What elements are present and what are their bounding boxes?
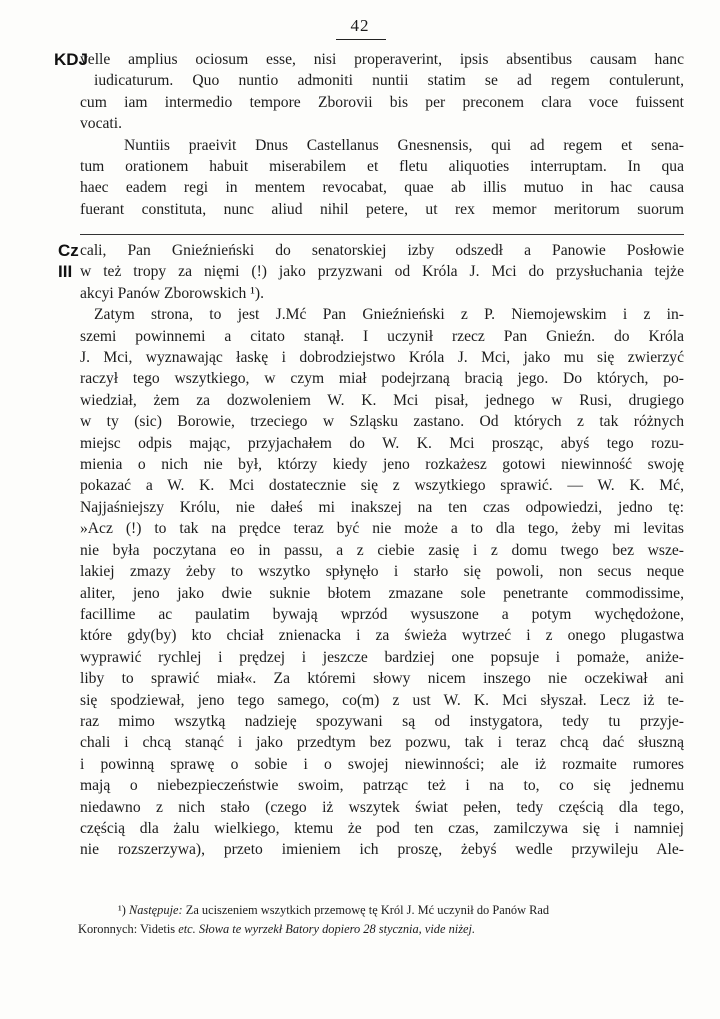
latin-line: fuerant constituta, nunc aliud nihil petere, ut rex memor meritorum suorum: [80, 200, 684, 218]
polish-line: raz mimo wszytką nadzieję spozywani są od instygatora, tedy tu przyje-: [80, 712, 684, 730]
polish-line: nie rozszerzywa), przeto imieniem ich proszę, żebyś wedle przywileju Ale-: [80, 841, 684, 859]
section-divider: [80, 234, 684, 235]
polish-line: J. Mci, wyznawając łaskę i dobrodziejstwo Króla J. Mci, jako mu się zwierzyć: [80, 349, 684, 367]
polish-line: »Acz (!) to tak na prędce teraz być nie może a to dla tego, żeby mi levitas: [80, 520, 684, 538]
page-number: 42: [350, 16, 370, 35]
footnote-marker: ¹): [118, 903, 126, 917]
polish-line: i powinną sprawę o sobie i o swojej niewinności; ale iż rozmaite rumores: [80, 755, 684, 773]
polish-line: akcyi Panów Zborowskich ¹).: [80, 284, 264, 302]
polish-line: Najjaśniejszy Królu, nie dałeś mi inakszej na ten czas odpowiedzi, jedno tę:: [80, 498, 684, 516]
margin-label-cz-iii: [58, 240, 79, 283]
polish-line: cali, Pan Gnieźnieński do senatorskiej izby odszedł a Panowie Posłowie: [80, 242, 684, 259]
footnote-line-2: [78, 920, 684, 939]
footnote-text: Za uciszeniem wszytkich przemowę tę Król J. Mć uczynił do Panów Rad: [185, 903, 550, 917]
footnote: [78, 901, 684, 939]
latin-line: cum iam intermedio tempore Zborovii bis per preconem clara voce fuissent: [80, 93, 684, 111]
polish-line: miejsc odpis mając, przyjachałem do W. K. Mci prosząc, abyś tego rozu-: [80, 434, 684, 452]
latin-line: Nuntiis praeivit Dnus Castellanus Gnesnensis, qui ad regem et sena-: [124, 136, 684, 154]
polish-line: nie była poczytana eo in passu, a z ciebie zasię i z domu twego bez wsze-: [80, 541, 684, 559]
polish-line: aliter, jeno jako dwie suknie błotem zmazane sole penetrante commodissime,: [80, 584, 684, 602]
polish-line: pokazać a W. K. Mci dostatecznie się z wszytkiego sprawić. — W. K. Mć,: [80, 477, 684, 495]
polish-text-block: [80, 240, 684, 861]
margin-label-cz: Cz: [58, 241, 79, 260]
polish-line: szemi powinnemi a citato stanął. I uczynił rzecz Pan Gnieźn. do Króla: [80, 327, 684, 345]
page-number-underline: [336, 39, 386, 40]
footnote-line-1: [78, 901, 684, 920]
polish-line: które gdy(by) kto chciał znienacka i za świeża wytrzeć i z onego plugastwa: [80, 627, 684, 645]
latin-line: iudicaturum. Quo nuntio admoniti nuntii statim se ad regem contulerunt,: [94, 72, 684, 90]
polish-line: facillime ac paulatim bywają wprzód wysuszone a potym wychędożone,: [80, 605, 684, 623]
footnote-italic-text: etc. Słowa te wyrzekł Batory dopiero 28 stycznia, vide niżej.: [178, 922, 476, 936]
polish-line: Zatym strona, to jest J.Mć Pan Gnieźnieński z P. Niemojewskim i z in-: [94, 306, 684, 324]
polish-line: mają o niebezpieczeństwie swoim, patrząc też i na to, co się jednemu: [80, 777, 684, 795]
latin-line: tum orationem habuit miserabilem et fletu aliquoties interruptam. In qua: [80, 158, 684, 176]
footnote-label: Następuje:: [128, 903, 183, 917]
latin-text-block: [80, 49, 684, 220]
polish-line: wyprawić rychlej i prędzej i jeszcze bardziej one popsuje i pomaże, aniże-: [80, 648, 684, 666]
polish-line: w ty (sic) Borowie, trzeciego w Szląsku zastano. Od których z tak różnych: [80, 413, 684, 431]
polish-line: niedawno z nich stało (czego iż wszytek świat pełen, tedy częścią dla tego,: [80, 798, 684, 816]
polish-line: lakiej zmazy żeby to wszytko spłynęło i starło się powoli, non secus neque: [80, 563, 684, 581]
polish-line: w też tropy za nięmi (!) jako przyzwani od Króla J. Mci do przysłuchania tejże: [80, 263, 684, 281]
latin-line: haec eadem regi in mentem revocabat, quae ab illis mutuo in hac causa: [80, 179, 684, 197]
footnote-text: Koronnych: Videtis: [78, 922, 176, 936]
polish-line: liby to sprawić miał«. Za któremi słowy nicem inszego nie oczekiwał ani: [80, 670, 684, 688]
polish-line: raczył tego wszytkiego, w czym miał podejrzaną bracią jego. Do których, po-: [80, 370, 684, 388]
polish-line: wiedział, żem za dozwoleniem W. K. Mci pisał, jednego w Rusi, drugiego: [80, 391, 684, 409]
latin-line: vocati.: [80, 115, 122, 133]
polish-line: częścią dla żalu wielkiego, ktemu że pod ten czas, zamilczywa się i namniej: [80, 819, 684, 837]
polish-line: się spodziewał, jeno tego samego, co(m) z ust W. K. Mci słyszał. Lecz iż te-: [80, 691, 684, 709]
margin-label-kdj: KDJ: [54, 50, 89, 69]
polish-line: mienia o nich nie był, którzy kiedy jeno rozkażesz gotowi niewinność swoję: [80, 456, 684, 474]
latin-line: velle amplius ociosum esse, nisi properaverint, ipsis absentibus causam hanc: [80, 51, 684, 68]
margin-label-iii: III: [58, 262, 73, 282]
polish-line: chali i chcą stanąć i jako przedtym bez pozwu, tak i teraz chcą dać słuszną: [80, 734, 684, 752]
